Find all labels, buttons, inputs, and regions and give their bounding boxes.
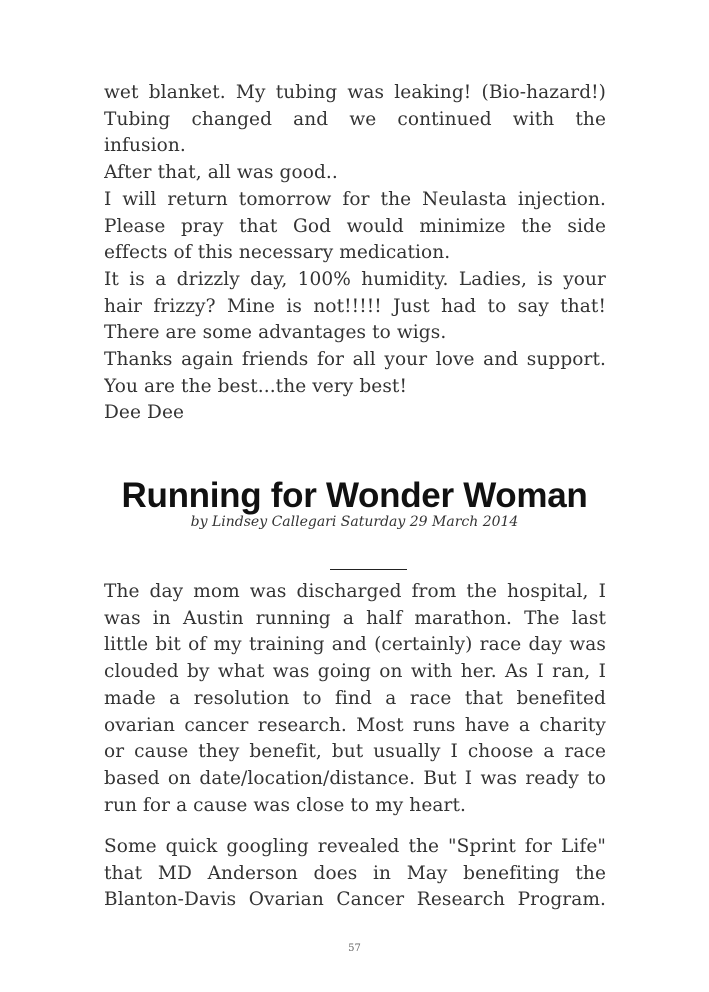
text-line: based on date/location/distance. But I was ready to <box>104 767 606 789</box>
top-text-block <box>104 80 606 427</box>
text-line: made a resolution to find a race that benefited <box>104 687 606 709</box>
text-line: Thanks again friends for all your love and support. <box>104 349 606 371</box>
title-divider <box>330 569 407 570</box>
article-byline: by Lindsey Callegari Saturday 29 March 2014 <box>190 514 519 530</box>
continued-post-text <box>104 80 606 427</box>
article-body-paragraph-2 <box>104 834 606 914</box>
text-line: It is a drizzly day, 100% humidity. Ladies, is your <box>104 268 606 290</box>
text-line: effects of this necessary medication. <box>104 242 451 264</box>
text-line: or cause they benefit, but usually I choose a race <box>104 741 606 763</box>
text-line: Some quick googling revealed the "Sprint for Life" <box>104 836 606 857</box>
text-line: wet blanket. My tubing was leaking! (Bio-hazard!) <box>104 82 606 103</box>
text-line: Blanton-Davis Ovarian Cancer Research Program. <box>104 889 606 911</box>
text-line: ovarian cancer research. Most runs have a charity <box>104 714 606 736</box>
article-title: Running for Wonder Woman <box>121 476 588 515</box>
page-number: 57 <box>348 943 361 954</box>
text-line: clouded by what was going on with her. As I ran, I <box>104 661 606 683</box>
text-line: hair frizzy? Mine is not!!!!! Just had to say that! <box>104 295 606 317</box>
text-line: I will return tomorrow for the Neulasta injection. <box>104 188 606 210</box>
text-line: The day mom was discharged from the hospital, I <box>104 581 606 602</box>
signature-text: Dee Dee <box>104 402 185 424</box>
text-line: Tubing changed and we continued with the <box>104 108 606 130</box>
text-line: infusion. <box>104 135 186 157</box>
text-line: Please pray that God would minimize the side <box>104 215 606 237</box>
text-line: that MD Anderson does in May benefiting the <box>104 862 606 884</box>
text-line: was in Austin running a half marathon. The last <box>104 607 606 629</box>
text-line: There are some advantages to wigs. <box>104 322 447 344</box>
text-line: run for a cause was close to my heart. <box>104 794 466 816</box>
text-line: After that, all was good.. <box>104 162 338 184</box>
text-line: little bit of my training and (certainly) race day was <box>104 634 606 656</box>
article-body-paragraph-1 <box>104 579 606 819</box>
text-line: You are the best...the very best! <box>104 375 407 397</box>
